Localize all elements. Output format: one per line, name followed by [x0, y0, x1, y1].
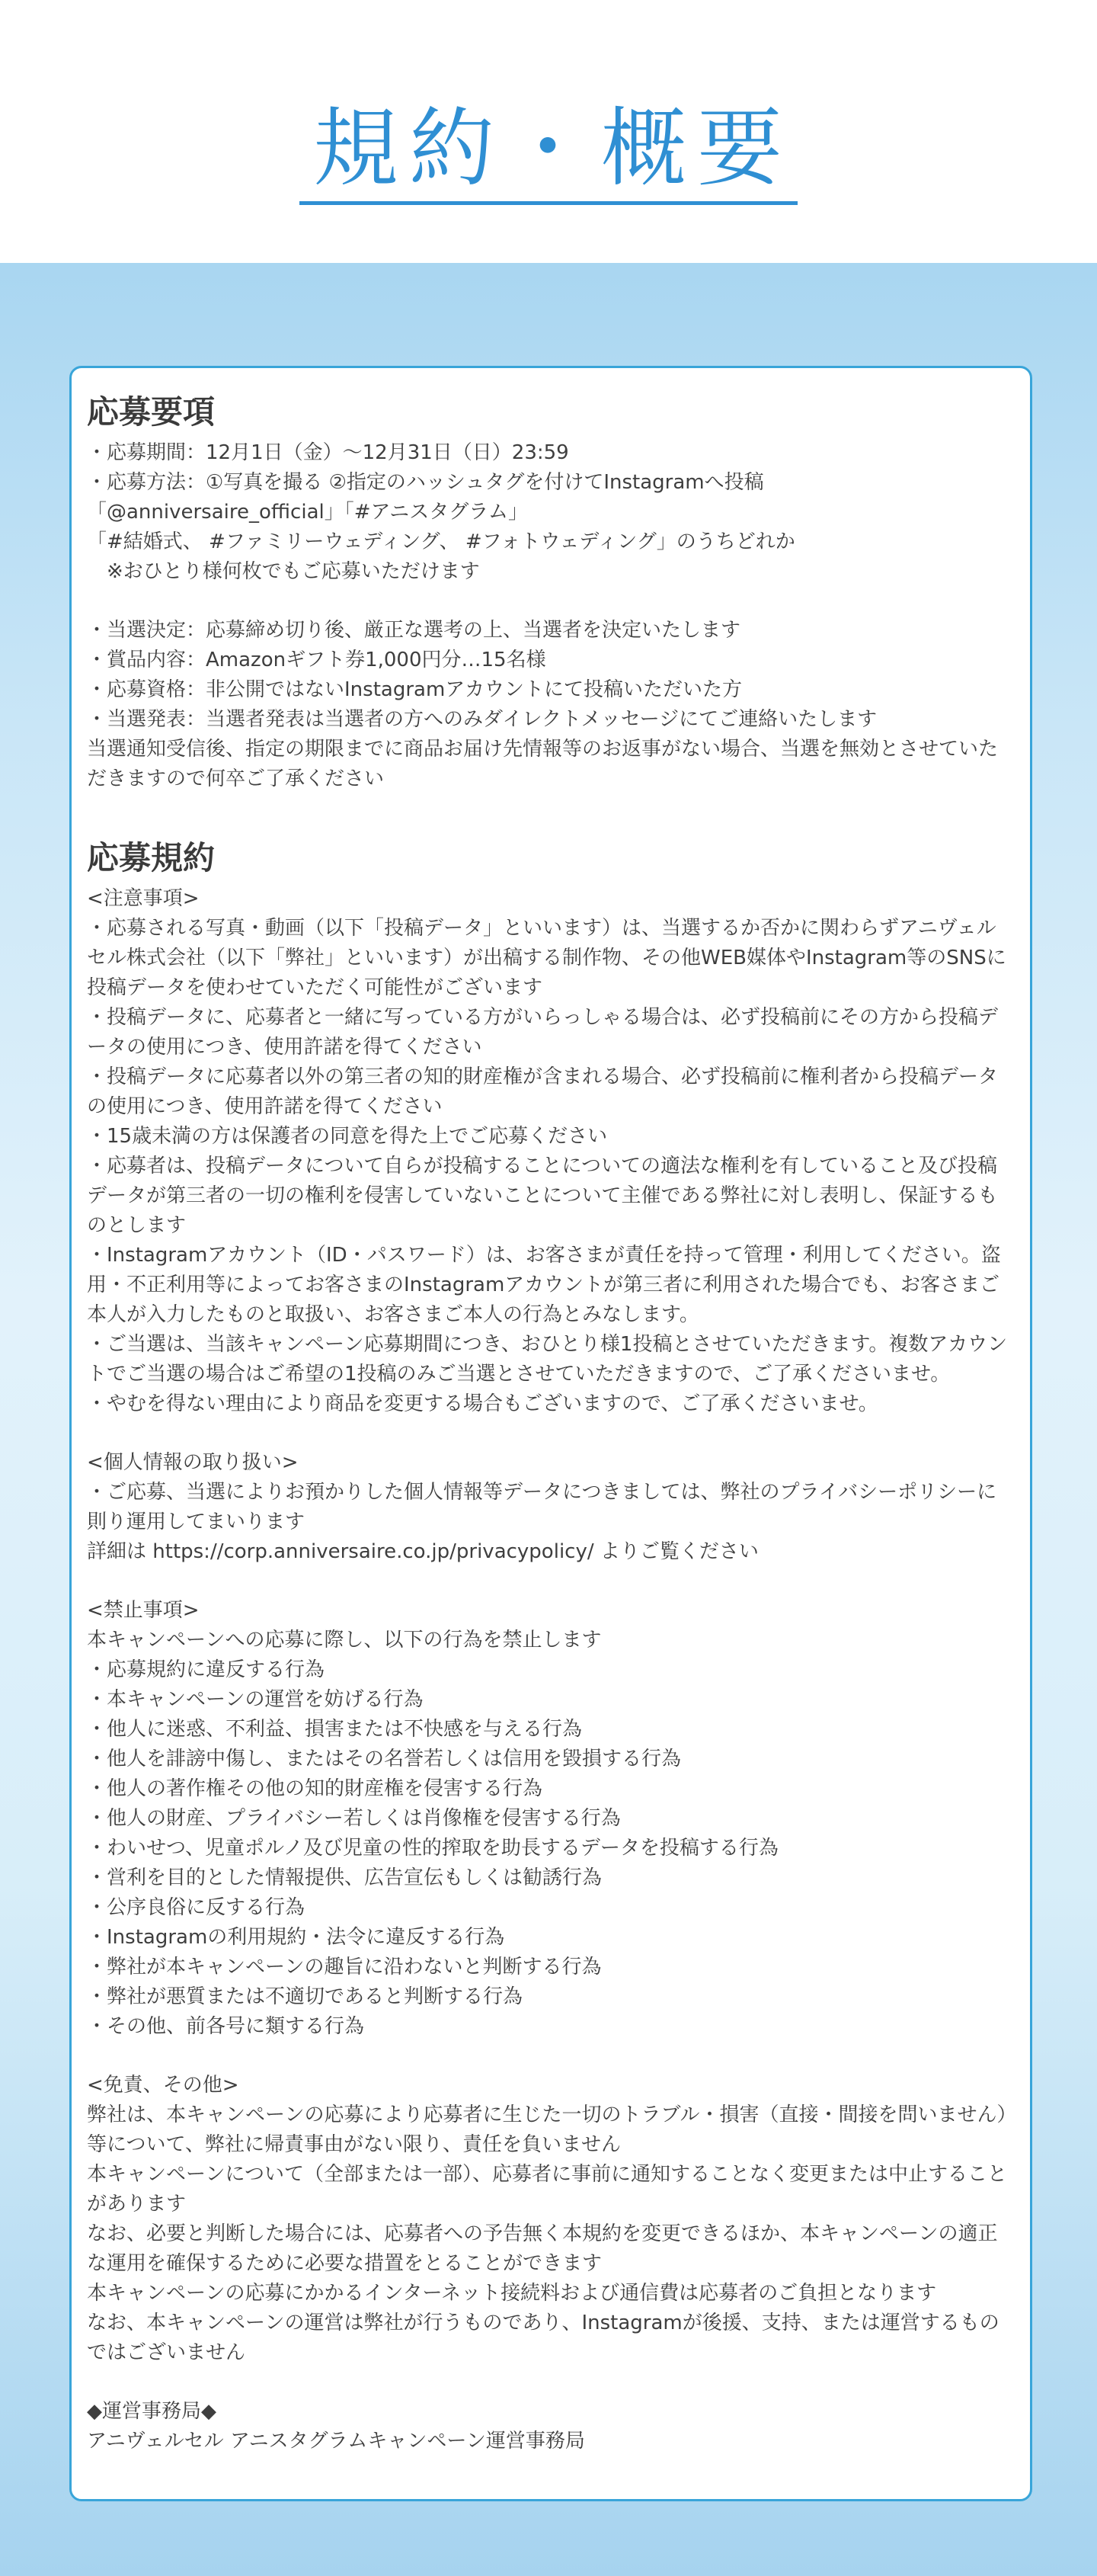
requirements-line: ・当選発表：当選者発表は当選者の方へのみダイレクトメッセージにてご連絡いたします: [87, 708, 878, 731]
prohibited-line: ・他人の財産、プライバシー若しくは肖像権を侵害する行為: [87, 1807, 621, 1830]
notes-line: ・投稿データに、応募者と一緒に写っている方がいらっしゃる場合は、必ず投稿前にその方から投稿データの使用につき、使用許諾を得てください: [87, 1006, 999, 1059]
office-name: アニヴェルセル アニスタグラムキャンペーン運営事務局: [87, 2430, 585, 2453]
prohibited-line: ・営利を目的とした情報提供、広告宣伝もしくは勧誘行為: [87, 1866, 603, 1889]
prohibited-label: <禁止事項>: [87, 1599, 200, 1622]
prohibited-line: ・他人の著作権その他の知的財産権を侵害する行為: [87, 1777, 543, 1800]
spacer: [87, 2042, 1015, 2071]
notes-line: ・15歳未満の方は保護者の同意を得た上でご応募ください: [87, 1125, 608, 1148]
notes-line: ・やむを得ない理由により商品を変更する場合もございますので、ご了承くださいませ。: [87, 1392, 878, 1415]
prohibited-line: ・他人を誹謗中傷し、またはその名誉若しくは信用を毀損する行為: [87, 1748, 682, 1770]
privacy-line: ・ご応募、当選によりお預かりした個人情報等データにつきましては、弊社のプライバシーポリシーに則り運用してまいります: [87, 1481, 997, 1533]
requirements-block-1: [87, 438, 1015, 587]
section-heading-requirements: 応募要項: [87, 393, 216, 431]
disclaimer-label: <免責、その他>: [87, 2074, 239, 2097]
prohibited-line: ・その他、前各号に類する行為: [87, 2015, 365, 2038]
prohibited-line: ・Instagramの利用規約・法令に違反する行為: [87, 1926, 505, 1949]
disclaimer-line: 本キャンペーンの応募にかかるインターネット接続料および通信費は応募者のご負担となります: [87, 2282, 937, 2305]
notes-line: ・ご当選は、当該キャンペーン応募期間につき、おひとり様1投稿とさせていただきます。複数アカウントでご当選の場合はご希望の1投稿のみご当選とさせていただきますので、ご了承くださいませ。: [87, 1333, 1008, 1386]
requirements-line: ・応募資格：非公開ではないInstagramアカウントにて投稿いただいた方: [87, 678, 743, 701]
notes-line: ・応募者は、投稿データについて自らが投稿することについての適法な権利を有していること及び投稿データが第三者の一切の権利を侵害していないことについて主催である弊社に対し表明し、保証するものとします: [87, 1155, 998, 1237]
privacy-label: <個人情報の取り扱い>: [87, 1451, 299, 1474]
requirements-line: ※おひとり様何枚でもご応募いただけます: [87, 560, 480, 583]
section-heading-rules: 応募規約: [87, 839, 216, 876]
notes-line: ・投稿データに応募者以外の第三者の知的財産権が含まれる場合、必ず投稿前に権利者から投稿データの使用につき、使用許諾を得てください: [87, 1065, 999, 1118]
requirements-line: ・賞品内容：Amazonギフト券1,000円分…15名様: [87, 649, 546, 671]
notes-line: ・Instagramアカウント（ID・パスワード）は、お客さまが責任を持って管理・利用してください。盗用・不正利用等によってお客さまのInstagramアカウントが第三者に利用された場合でも、お客さまご本人が入力したものと取扱い、お客さまご本人の行為とみなします。: [87, 1244, 1001, 1326]
spacer: [87, 2368, 1015, 2397]
prohibited-line: ・弊社が本キャンペーンの趣旨に沿わないと判断する行為: [87, 1956, 602, 1978]
page-title: 規約・概要: [299, 99, 798, 205]
prohibited-line: ・応募規約に違反する行為: [87, 1658, 325, 1681]
requirements-line: 「#結婚式、 #ファミリーウェディング、 #フォトウェディング」のうちどれか: [87, 530, 795, 553]
requirements-line: ・応募期間：12月1日（金）〜12月31日（日）23:59: [87, 441, 569, 464]
spacer: [87, 794, 1015, 835]
prohibited-line: ・公序良俗に反する行為: [87, 1896, 305, 1919]
requirements-block-2: [87, 616, 1015, 794]
page-header: [0, 99, 1097, 205]
requirements-line: 「@anniversaire_official」「#アニスタグラム」: [87, 501, 528, 524]
disclaimer-line: なお、必要と判断した場合には、応募者への予告無く本規約を変更できるほか、本キャンペーンの適正な運用を確保するために必要な措置をとることができます: [87, 2222, 998, 2275]
prohibited-line: 本キャンペーンへの応募に際し、以下の行為を禁止します: [87, 1629, 602, 1652]
notes-line: ・応募される写真・動画（以下「投稿データ」といいます）は、当選するか否かに関わらずアニヴェルセル株式会社（以下「弊社」といいます）が出稿する制作物、その他WEB媒体やInstagram等のSNSに投稿データを使わせていただく可能性がございます: [87, 917, 1006, 999]
office-label: ◆運営事務局◆: [87, 2400, 216, 2423]
spacer: [87, 1419, 1015, 1448]
requirements-line: ・当選決定：応募締め切り後、厳正な選考の上、当選者を決定いたします: [87, 619, 741, 642]
notes-block: [87, 884, 1015, 1419]
prohibited-line: ・わいせつ、児童ポルノ及び児童の性的搾取を助長するデータを投稿する行為: [87, 1837, 779, 1860]
terms-card: [69, 366, 1032, 2501]
office-block: [87, 2397, 1015, 2456]
disclaimer-line: 弊社は、本キャンペーンの応募により応募者に生じた一切のトラブル・損害（直接・間接を問いません）等について、弊社に帰責事由がない限り、責任を負いません: [87, 2103, 1007, 2156]
privacy-block: [87, 1448, 1015, 1567]
disclaimer-line: なお、本キャンペーンの運営は弊社が行うものであり、Instagramが後援、支持、または運営するものではございません: [87, 2312, 999, 2364]
spacer: [87, 587, 1015, 616]
prohibited-line: ・本キャンペーンの運営を妨げる行為: [87, 1688, 424, 1711]
notes-label: <注意事項>: [87, 887, 200, 910]
spacer: [87, 1567, 1015, 1596]
privacy-policy-link-line[interactable]: 詳細は https://corp.anniversaire.co.jp/privacypolicy/ よりご覧ください: [87, 1540, 759, 1563]
prohibited-line: ・弊社が悪質または不適切であると判断する行為: [87, 1985, 523, 2008]
requirements-line: ・応募方法：①写真を撮る ②指定のハッシュタグを付けてInstagramへ投稿: [87, 471, 764, 494]
disclaimer-line: 本キャンペーンについて（全部または一部）、応募者に事前に通知することなく変更または中止することがあります: [87, 2163, 1007, 2216]
disclaimer-block: [87, 2071, 1015, 2368]
prohibited-block: [87, 1596, 1015, 2042]
requirements-line: 当選通知受信後、指定の期限までに商品お届け先情報等のお返事がない場合、当選を無効とさせていただきますので何卒ご了承ください: [87, 738, 999, 790]
prohibited-line: ・他人に迷惑、不利益、損害または不快感を与える行為: [87, 1718, 583, 1741]
